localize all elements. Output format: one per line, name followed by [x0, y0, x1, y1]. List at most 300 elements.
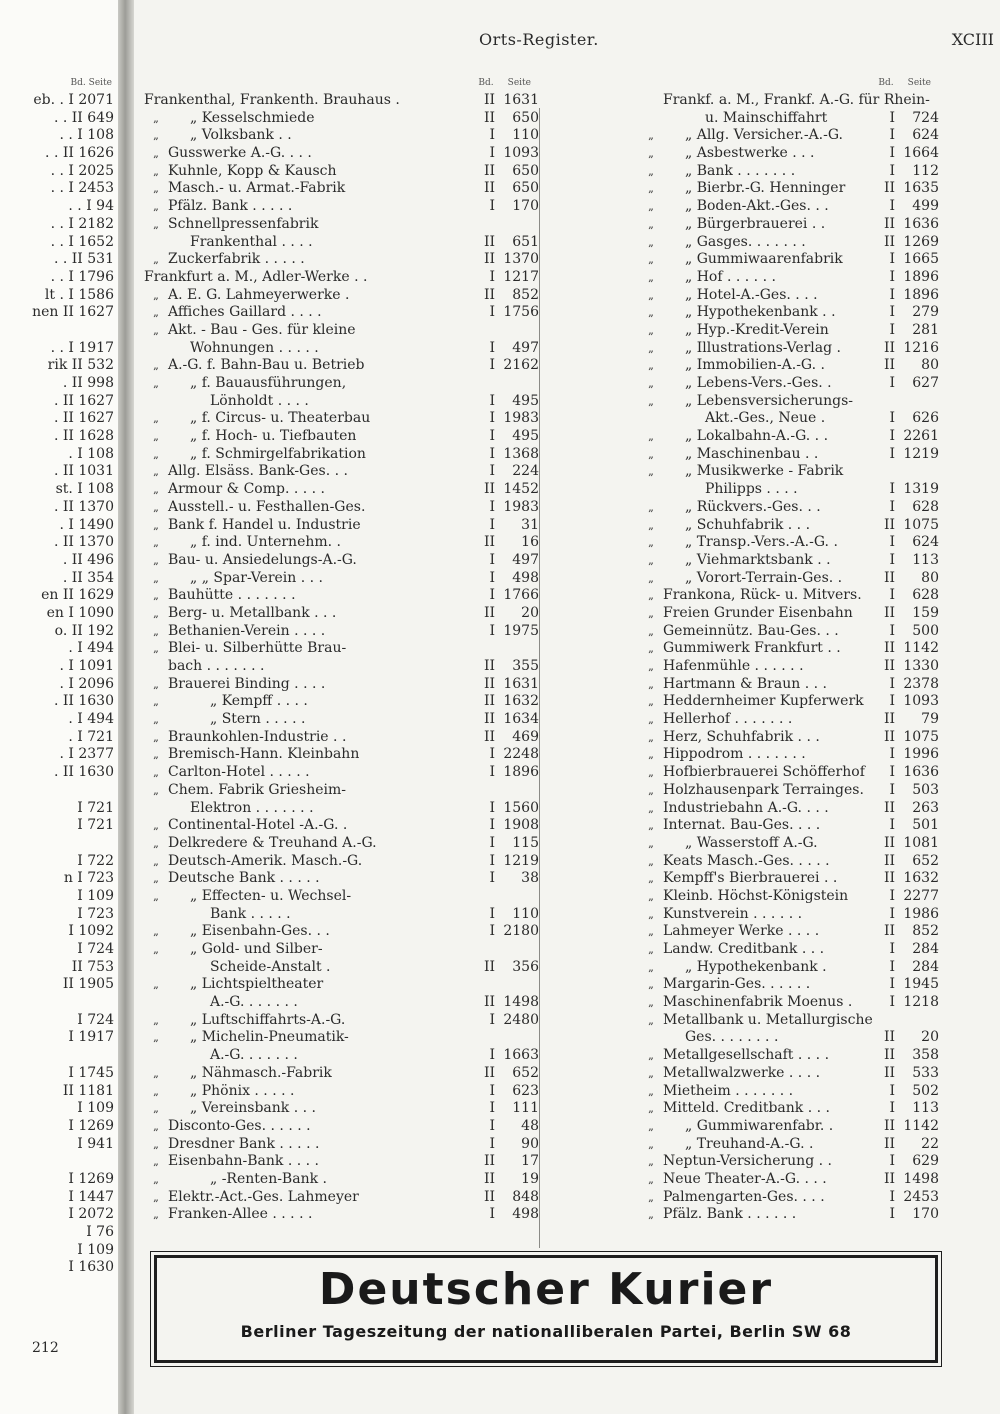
ditto-mark: „ — [648, 129, 654, 143]
previous-page-entry: . . I 1796 — [50, 268, 114, 285]
entry-page: 159 — [912, 604, 939, 621]
previous-page-entry: . . I 94 — [68, 198, 114, 215]
index-entry — [144, 782, 539, 800]
index-entry — [639, 587, 939, 605]
entry-name: „ Musikwerke - Fabrik — [685, 463, 844, 480]
entry-volume: I — [889, 587, 895, 604]
entry-name: „ Lokalbahn-A.-G. . . — [685, 428, 829, 445]
entry-volume: II — [483, 162, 495, 179]
entry-page: 113 — [912, 551, 939, 568]
entry-page: 495 — [512, 392, 539, 409]
index-entry — [639, 800, 939, 818]
ditto-mark: „ — [153, 1208, 159, 1222]
previous-page-entry: I 76 — [86, 1224, 114, 1240]
previous-page-entry — [0, 1153, 118, 1171]
index-entry — [144, 1189, 539, 1207]
entry-page: 650 — [512, 109, 539, 126]
index-entry — [144, 693, 539, 711]
index-entry — [639, 623, 939, 641]
entry-page: 499 — [912, 198, 939, 215]
entry-volume: II — [483, 1153, 495, 1170]
index-entry — [144, 92, 539, 110]
entry-name: Neue Theater-A.-G. . . . — [663, 1170, 827, 1187]
index-entry — [639, 1047, 939, 1065]
entry-volume: I — [489, 764, 495, 781]
index-entry — [639, 1189, 939, 1207]
index-entry — [639, 941, 939, 959]
entry-page: 628 — [912, 498, 939, 515]
entry-page: 2378 — [903, 675, 939, 692]
ditto-mark: „ — [648, 182, 654, 196]
entry-volume: I — [889, 498, 895, 515]
index-entry — [639, 1083, 939, 1101]
index-entry — [639, 428, 939, 446]
ditto-mark: „ — [153, 200, 159, 214]
previous-page-entry: I 1269 — [68, 1170, 114, 1187]
entry-volume: I — [889, 109, 895, 126]
entry-volume: II — [883, 870, 895, 887]
ditto-mark: „ — [648, 1119, 654, 1133]
entry-page: 110 — [512, 127, 539, 144]
ditto-mark: „ — [153, 412, 159, 426]
ditto-mark: „ — [648, 925, 654, 939]
entry-page: 2453 — [903, 1188, 939, 1205]
entry-page: 2248 — [503, 746, 539, 763]
entry-volume: I — [489, 622, 495, 639]
entry-page: 1142 — [903, 1117, 939, 1134]
index-entry — [144, 145, 539, 163]
index-entry — [144, 888, 539, 906]
entry-volume: I — [489, 1082, 495, 1099]
entry-volume: I — [889, 941, 895, 957]
entry-volume: II — [883, 180, 895, 197]
entry-name: Metallbank u. Metallurgische — [663, 1011, 873, 1028]
index-entry — [639, 835, 939, 853]
entry-volume: I — [489, 1011, 495, 1028]
entry-name: „ „ Spar-Verein . . . — [190, 569, 323, 586]
index-entry — [144, 1047, 539, 1065]
entry-page: 79 — [921, 711, 939, 728]
index-column-right — [639, 78, 939, 1224]
entry-volume: II — [883, 923, 895, 940]
previous-page-entry: . I 2096 — [59, 675, 114, 692]
previous-page-entry: st. I 108 — [55, 481, 114, 498]
index-entry — [144, 640, 539, 658]
entry-name: A. E. G. Lahmeyerwerke . — [168, 286, 350, 303]
previous-page-entry: . II 1630 — [53, 764, 114, 781]
entry-page: 1142 — [903, 640, 939, 657]
previous-page-entry: . . I 2182 — [50, 215, 114, 232]
entry-page: 503 — [912, 781, 939, 798]
entry-name: Maschinenfabrik Moenus . — [663, 994, 853, 1011]
index-entry — [144, 746, 539, 764]
entry-page: 1631 — [503, 92, 539, 108]
index-entry — [639, 163, 939, 181]
entry-name: „ f. Circus- u. Theaterbau — [190, 410, 371, 427]
entry-name: „ Lebens-Vers.-Ges. . — [685, 375, 832, 391]
entry-volume: I — [489, 587, 495, 604]
ditto-mark: „ — [648, 447, 654, 461]
entry-name: Ges. . . . . . . . — [685, 1029, 779, 1046]
previous-page-entry: I 109 — [77, 1241, 114, 1258]
entry-volume: II — [483, 693, 495, 710]
entry-volume: I — [489, 198, 495, 215]
entry-volume: I — [889, 1100, 895, 1117]
entry-volume: I — [489, 870, 495, 887]
ditto-mark: „ — [648, 660, 654, 673]
index-entry — [639, 322, 939, 340]
index-entry — [639, 764, 939, 782]
index-entry — [144, 110, 539, 128]
ditto-mark: „ — [153, 306, 159, 320]
index-entry — [144, 1153, 539, 1171]
index-entry — [639, 923, 939, 941]
entry-volume: I — [489, 357, 495, 374]
entry-name: Frankona, Rück- u. Mitvers. — [663, 587, 862, 604]
entry-page: 80 — [921, 569, 939, 586]
index-entry — [639, 1206, 939, 1224]
previous-page-entry: . . I 108 — [59, 127, 114, 144]
previous-page-entry: . II 1628 — [53, 428, 114, 445]
index-entry — [639, 1065, 939, 1083]
entry-name: Hippodrom . . . . . . . — [663, 746, 806, 763]
entry-name: „ Vereinsbank . . . — [190, 1100, 316, 1117]
entry-page: 1368 — [503, 445, 539, 462]
index-entry — [144, 835, 539, 853]
index-entry — [639, 676, 939, 694]
entry-page: 624 — [912, 534, 939, 551]
entry-name: Bank . . . . . — [210, 905, 291, 922]
index-entry — [639, 976, 939, 994]
entry-name: „ Kempff . . . . — [210, 693, 308, 710]
index-page — [134, 0, 1000, 1414]
entry-page: 224 — [512, 463, 539, 480]
entry-name: Delkredere & Treuhand A.-G. — [168, 834, 377, 851]
ditto-mark: „ — [648, 819, 654, 833]
index-entry — [144, 234, 539, 252]
index-entry — [639, 817, 939, 835]
index-entry — [144, 163, 539, 181]
entry-page: 31 — [521, 516, 539, 533]
previous-page-entry: I 2072 — [68, 1206, 114, 1223]
entry-name: „ Michelin-Pneumatik- — [190, 1029, 349, 1046]
index-entry — [144, 127, 539, 145]
entry-name: Metallwalzwerke . . . . — [663, 1064, 821, 1081]
entry-page: 1896 — [503, 764, 539, 781]
entry-name: Hellerhof . . . . . . . — [663, 711, 793, 728]
entry-page: 627 — [912, 375, 939, 391]
index-entry — [144, 1100, 539, 1118]
entry-page: 90 — [521, 1135, 539, 1152]
entry-page: 500 — [912, 622, 939, 639]
index-entry — [639, 534, 939, 552]
entry-name: Frankfurt a. M., Adler-Werke . . — [144, 268, 368, 285]
entry-name: Metallgesellschaft . . . . — [663, 1047, 830, 1064]
ditto-mark: „ — [648, 606, 654, 620]
entry-name: Affiches Gaillard . . . . — [168, 304, 322, 321]
index-entry — [144, 410, 539, 428]
ditto-mark: „ — [153, 536, 159, 550]
entry-name: Freien Grunder Eisenbahn — [663, 604, 853, 621]
index-entry — [144, 711, 539, 729]
entry-page: 1908 — [503, 817, 539, 834]
entry-name: „ Maschinenbau . . — [685, 445, 819, 462]
index-entry — [639, 853, 939, 871]
entry-volume: I — [889, 304, 895, 321]
entry-volume: I — [489, 498, 495, 515]
ditto-mark: „ — [153, 836, 159, 850]
entry-name: A.-G. . . . . . . — [210, 1047, 298, 1064]
entry-page: 652 — [512, 1064, 539, 1081]
index-entry — [144, 481, 539, 499]
entry-page: 650 — [512, 162, 539, 179]
previous-page-entry: I 721 — [77, 799, 114, 816]
index-entry — [639, 499, 939, 517]
entry-page: 495 — [512, 428, 539, 445]
index-entry — [144, 304, 539, 322]
ditto-mark: „ — [648, 943, 654, 956]
entry-page: 1319 — [903, 481, 939, 498]
entry-name: Landw. Creditbank . . . — [663, 941, 825, 957]
index-entry — [639, 658, 939, 676]
entry-volume: I — [889, 445, 895, 462]
entry-volume: I — [889, 905, 895, 922]
entry-volume: II — [883, 339, 895, 356]
ditto-mark: „ — [648, 430, 654, 444]
ditto-mark: „ — [648, 394, 654, 408]
index-entry — [144, 517, 539, 535]
ditto-mark: „ — [153, 1190, 159, 1204]
entry-volume: II — [883, 1117, 895, 1134]
previous-page-entry: I 724 — [77, 1011, 114, 1028]
index-entry — [639, 287, 939, 305]
entry-page: 1632 — [903, 870, 939, 887]
entry-page: 498 — [512, 569, 539, 586]
previous-page-edge — [0, 0, 118, 1414]
previous-page-entry: . II 998 — [62, 375, 114, 391]
entry-volume: II — [883, 516, 895, 533]
page-header — [134, 30, 994, 56]
index-entry — [144, 463, 539, 481]
entry-page: 1217 — [503, 268, 539, 285]
entry-volume: II — [483, 251, 495, 268]
ditto-mark: „ — [648, 978, 654, 992]
entry-volume: I — [489, 1206, 495, 1223]
entry-page: 1945 — [903, 976, 939, 993]
entry-volume: I — [889, 127, 895, 144]
previous-page-entry: I 1630 — [68, 1259, 114, 1276]
previous-page-column-head — [0, 78, 118, 92]
entry-name: Braunkohlen-Industrie . . — [168, 728, 347, 745]
ditto-mark: „ — [648, 1084, 654, 1098]
entry-name: Lahmeyer Werke . . . . — [663, 923, 820, 940]
previous-page-entry: . II 1370 — [53, 498, 114, 515]
ditto-mark: „ — [648, 695, 654, 709]
entry-page: 1269 — [903, 233, 939, 250]
entry-page: 80 — [921, 357, 939, 374]
entry-volume: I — [889, 1188, 895, 1205]
entry-name: „ Bank . . . . . . . — [685, 162, 796, 179]
ditto-mark: „ — [648, 147, 654, 161]
previous-page-entry — [0, 835, 118, 853]
entry-volume: I — [489, 1135, 495, 1152]
entry-name: „ f. ind. Unternehm. . — [190, 534, 342, 551]
entry-volume: II — [483, 728, 495, 745]
entry-page: 1983 — [503, 498, 539, 515]
entry-volume: II — [483, 92, 495, 108]
ditto-mark: „ — [648, 589, 654, 603]
entry-name: „ Treuhand-A.-G. . — [685, 1135, 814, 1152]
ditto-mark: „ — [648, 801, 654, 815]
index-entry — [639, 1136, 939, 1154]
entry-volume: II — [483, 1188, 495, 1205]
entry-volume: I — [889, 958, 895, 975]
index-entry — [144, 800, 539, 818]
column-head — [144, 78, 539, 92]
entry-name: Kleinb. Höchst-Königstein — [663, 887, 849, 904]
entry-name: „ Nähmasch.-Fabrik — [190, 1064, 332, 1081]
entry-volume: I — [489, 304, 495, 321]
entry-page: 1634 — [503, 711, 539, 728]
entry-page: 652 — [912, 852, 939, 869]
entry-name: „ Bierbr.-G. Henninger — [685, 180, 846, 197]
entry-name: Scheide-Anstalt . — [210, 958, 331, 975]
entry-page: 110 — [512, 905, 539, 922]
ditto-mark: „ — [153, 730, 159, 744]
entry-name: „ Gold- und Silber- — [190, 941, 323, 957]
entry-page: 1975 — [503, 622, 539, 639]
entry-volume: I — [889, 251, 895, 268]
entry-page: 1896 — [903, 268, 939, 285]
previous-page-entry: . II 1627 — [53, 392, 114, 409]
index-entry — [639, 906, 939, 924]
entry-name: Wohnungen . . . . . — [190, 339, 319, 356]
ditto-mark: „ — [648, 677, 654, 691]
ditto-mark: „ — [648, 766, 654, 780]
ditto-mark: „ — [153, 465, 159, 479]
entry-volume: I — [489, 392, 495, 409]
entry-name: „ Hypothekenbank . . — [685, 304, 836, 321]
entry-name: Eisenbahn-Bank . . . . — [168, 1153, 319, 1170]
ditto-mark: „ — [648, 1049, 654, 1063]
previous-page-index — [0, 78, 118, 1277]
entry-name: Deutsch-Amerik. Masch.-G. — [168, 852, 363, 869]
previous-page-entry: . I 1091 — [59, 658, 114, 674]
entry-page: 629 — [912, 1153, 939, 1170]
ditto-mark: „ — [153, 571, 159, 585]
ditto-mark: „ — [153, 783, 159, 797]
index-entry — [144, 251, 539, 269]
entry-name: „ f. Bauausführungen, — [190, 375, 347, 391]
ditto-mark: „ — [153, 872, 159, 886]
entry-volume: I — [489, 1100, 495, 1117]
entry-page: 1075 — [903, 516, 939, 533]
entry-name: „ Viehmarktsbank . . — [685, 551, 831, 568]
previous-page-entry: I 941 — [77, 1135, 114, 1152]
index-entry — [639, 110, 939, 128]
previous-page-entry: . I 721 — [68, 728, 114, 745]
entry-page: 1756 — [503, 304, 539, 321]
previous-page-entry: . . II 649 — [53, 109, 114, 126]
entry-volume: I — [889, 286, 895, 303]
entry-page: 19 — [521, 1170, 539, 1187]
entry-volume: II — [483, 180, 495, 197]
index-entry — [639, 127, 939, 145]
entry-volume: II — [883, 1029, 895, 1046]
index-entry — [144, 428, 539, 446]
index-entry — [144, 1206, 539, 1224]
index-entry — [639, 463, 939, 481]
entry-volume: II — [883, 1064, 895, 1081]
index-entry — [639, 640, 939, 658]
index-entry — [639, 92, 939, 110]
previous-page-entry: I 1917 — [68, 1029, 114, 1046]
index-entry — [144, 1136, 539, 1154]
index-entry — [144, 1083, 539, 1101]
index-entry — [639, 481, 939, 499]
ditto-mark: „ — [153, 500, 159, 514]
previous-page-entry: . I 2377 — [59, 746, 114, 763]
entry-name: „ Gummiwarenfabr. . — [685, 1117, 834, 1134]
entry-volume: I — [889, 198, 895, 215]
entry-name: „ Allg. Versicher.-A.-G. — [685, 127, 843, 144]
entry-page: 469 — [512, 728, 539, 745]
entry-page: 1636 — [903, 764, 939, 781]
index-entry — [144, 853, 539, 871]
entry-page: 356 — [512, 958, 539, 975]
entry-page: 1075 — [903, 728, 939, 745]
ditto-mark: „ — [153, 288, 159, 302]
entry-name: Frankenthal . . . . — [190, 233, 313, 250]
entry-name: Margarin-Ges. . . . . . — [663, 976, 811, 993]
previous-page-entry: I 1447 — [68, 1188, 114, 1205]
index-entry — [144, 676, 539, 694]
entry-name: Frankenthal, Frankenth. Brauhaus . — [144, 92, 400, 108]
index-entry — [639, 375, 939, 393]
previous-page-entry — [0, 994, 118, 1012]
index-entry — [144, 1065, 539, 1083]
ditto-mark: „ — [648, 996, 654, 1010]
entry-volume: II — [483, 1064, 495, 1081]
column-head-seite: Seite — [907, 78, 931, 88]
previous-page-entry: . II 496 — [62, 551, 114, 568]
entry-name: Kempff's Bierbrauerei . . — [663, 870, 838, 887]
ditto-mark: „ — [153, 1066, 159, 1080]
index-entry — [639, 888, 939, 906]
ditto-mark: „ — [153, 1137, 159, 1151]
entry-volume: I — [889, 976, 895, 993]
entry-name: Palmengarten-Ges. . . . — [663, 1188, 825, 1205]
previous-page-entry: I 1269 — [68, 1117, 114, 1134]
ditto-mark: „ — [153, 943, 159, 956]
entry-name: „ Hotel-A.-Ges. . . . — [685, 286, 818, 303]
entry-page: 38 — [521, 870, 539, 887]
index-entry — [144, 587, 539, 605]
index-entry — [639, 180, 939, 198]
column-head-seite: Seite — [88, 78, 112, 88]
entry-volume: II — [483, 233, 495, 250]
entry-volume: I — [489, 1047, 495, 1064]
index-entry — [639, 994, 939, 1012]
ditto-mark: „ — [153, 642, 159, 656]
entry-volume: II — [883, 640, 895, 657]
entry-volume: II — [883, 834, 895, 851]
entry-name: Elektron . . . . . . . — [190, 799, 314, 816]
entry-name: „ Gasges. . . . . . . — [685, 233, 806, 250]
index-entry — [144, 198, 539, 216]
entry-page: 1983 — [503, 410, 539, 427]
entry-name: „ -Renten-Bank . — [210, 1170, 327, 1187]
